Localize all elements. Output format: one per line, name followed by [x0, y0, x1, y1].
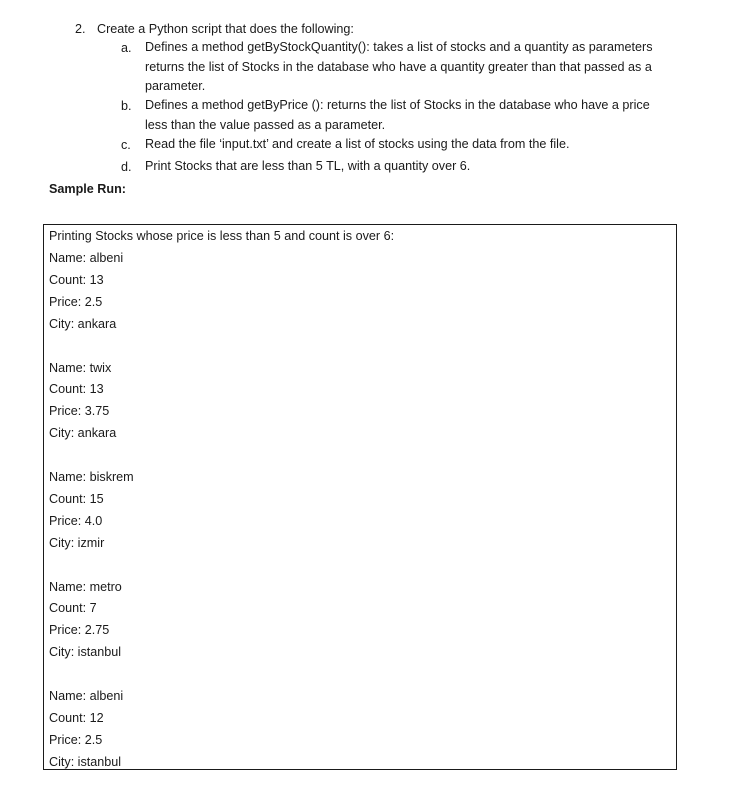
stock-price: Price: 3.75 [49, 404, 110, 418]
stock-price: Price: 2.5 [49, 733, 103, 747]
stock-name: Name: biskrem [49, 470, 134, 484]
item-a-text: Defines a method getByStockQuantity(): takes a list of stocks and a quantity as parameters returns the list of Stocks in the database who have a quantity greater than that passed as a parameter. [145, 40, 653, 93]
stock-name: Name: albeni [49, 251, 124, 265]
question-title: Create a Python script that does the following: [97, 22, 354, 36]
stock-count: Count: 13 [49, 273, 104, 287]
stock-price: Price: 4.0 [49, 514, 103, 528]
stock-count: Count: 12 [49, 711, 104, 725]
item-c-marker: c. [121, 138, 131, 152]
item-d-text: Print Stocks that are less than 5 TL, with a quantity over 6. [145, 159, 471, 173]
item-b-marker: b. [121, 99, 132, 113]
output-header: Printing Stocks whose price is less than 5 and count is over 6: [49, 229, 395, 243]
stock-price: Price: 2.75 [49, 623, 110, 637]
stock-city: City: istanbul [49, 645, 122, 659]
stock-city: City: izmir [49, 536, 105, 550]
stock-name: Name: metro [49, 580, 122, 594]
item-c-text: Read the file ‘input.txt’ and create a list of stocks using the data from the file. [145, 137, 570, 151]
stock-price: Price: 2.5 [49, 295, 103, 309]
sample-output-box [43, 224, 677, 770]
item-b-text: Defines a method getByPrice (): returns the list of Stocks in the database who have a price less than the value passed as a parameter. [145, 98, 650, 132]
sample-run-label: Sample Run: [49, 182, 126, 196]
stock-count: Count: 15 [49, 492, 104, 506]
stock-count: Count: 13 [49, 382, 104, 396]
stock-city: City: ankara [49, 317, 117, 331]
item-a-marker: a. [121, 41, 132, 55]
stock-city: City: istanbul [49, 755, 122, 769]
stock-count: Count: 7 [49, 601, 97, 615]
stock-name: Name: albeni [49, 689, 124, 703]
stock-city: City: ankara [49, 426, 117, 440]
item-d-marker: d. [121, 160, 132, 174]
stock-name: Name: twix [49, 361, 112, 375]
question-number: 2. [75, 22, 86, 36]
